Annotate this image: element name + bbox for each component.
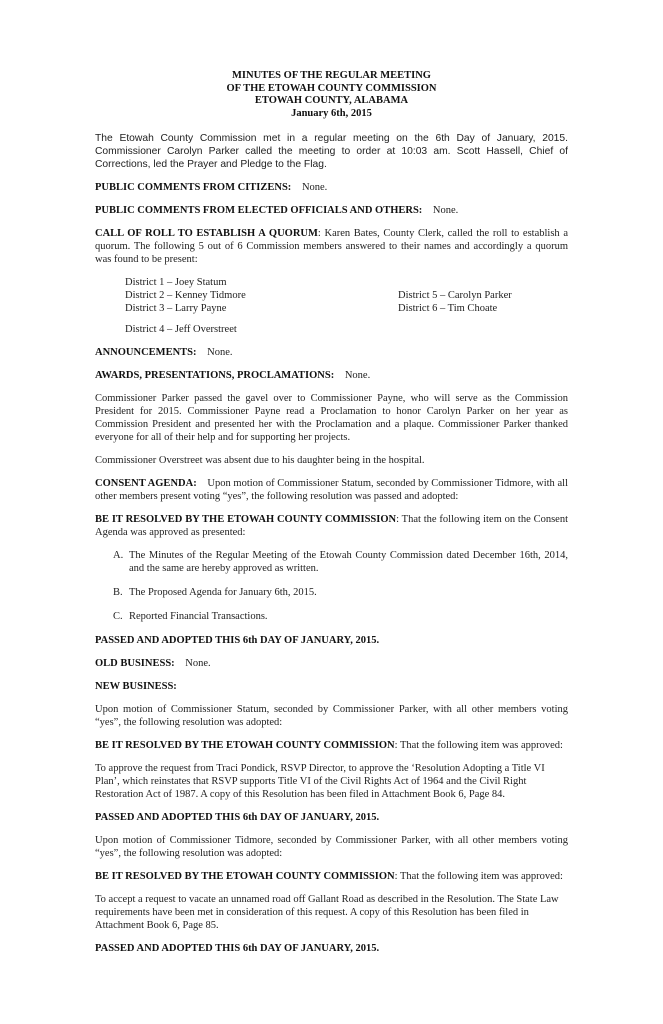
consent-item-text: The Minutes of the Regular Meeting of the Etowah County Commission dated December 16th, 2014, and the same are hereby approved as written.: [129, 550, 568, 574]
gavel-paragraph: Commissioner Parker passed the gavel over to Commissioner Payne, who will serve as the Commission President for 2015. Commissioner Payne read a Proclamation to honor Carolyn Parker on her year as Commission President and presented her with the Proclamation and a plaque. Commissioner Parker thanked everyone for all of their help and for supporting her projects.: [95, 393, 568, 443]
document-title-line-4: January 6th, 2015: [291, 107, 372, 119]
motion-paragraph-2: Upon motion of Commissioner Tidmore, seconded by Commissioner Parker, with all other members voting “yes”, the following resolution was adopted:: [95, 835, 568, 859]
section-awards: [95, 369, 568, 382]
section-label: PUBLIC COMMENTS FROM CITIZENS:: [95, 182, 292, 193]
consent-item-text: Reported Financial Transactions.: [129, 611, 268, 622]
consent-item-letter: B.: [113, 587, 123, 598]
roll-call-entry: District 2 – Kenney Tidmore: [125, 290, 246, 301]
resolved-paragraph-2: [95, 870, 568, 883]
roll-call-row: [125, 302, 568, 315]
section-text: Upon motion of Commissioner Statum, seconded by Commissioner Tidmore, with all other members present voting “yes”, the following resolution was passed and adopted:: [95, 478, 568, 502]
roll-call-entry: District 5 – Carolyn Parker: [398, 290, 512, 301]
section-label: BE IT RESOLVED BY THE ETOWAH COUNTY COMMISSION: [95, 514, 397, 525]
document-title-line-3: ETOWAH COUNTY, ALABAMA: [254, 95, 409, 106]
section-text: : That the following item on the Consent Agenda was approved as presented:: [95, 514, 568, 538]
section-label: CONSENT AGENDA:: [95, 478, 197, 489]
section-label: BE IT RESOLVED BY THE ETOWAH COUNTY COMMISSION: [95, 871, 395, 882]
document-title: [95, 70, 568, 120]
intro-paragraph: The Etowah County Commission met in a regular meeting on the 6th Day of January, 2015. Commissioner Carolyn Parker called the meeting to order at 10:03 am. Scott Hassell, Chief of Corrections, led the Prayer and Pledge to the Flag.: [95, 133, 568, 170]
resolved-consent-paragraph: [95, 513, 568, 539]
section-value: None.: [344, 370, 371, 381]
section-new-business: [95, 680, 568, 693]
section-consent-agenda: [95, 477, 568, 503]
section-announcements: [95, 346, 568, 359]
consent-item: [113, 549, 568, 575]
roll-call-row: [125, 276, 568, 289]
section-label: BE IT RESOLVED BY THE ETOWAH COUNTY COMMISSION: [95, 740, 395, 751]
roll-call-entry: District 4 – Jeff Overstreet: [125, 324, 237, 335]
section-text: : Karen Bates, County Clerk, called the roll to establish a quorum. The following 5 out of 6 Commission members answered to their names and accordingly a quorum was found to be present:: [95, 228, 568, 265]
overstreet-note: Commissioner Overstreet was absent due to his daughter being in the hospital.: [95, 455, 425, 466]
section-value: None.: [185, 658, 211, 669]
roll-call-row: [125, 289, 568, 302]
gallant-road-paragraph: To accept a request to vacate an unnamed road off Gallant Road as described in the Resolution. The State Law requirements have been met in consideration of this request. A copy of this Resolution has been filed in Attachment Book 6, Page 85.: [95, 894, 559, 931]
roll-call-entry: District 6 – Tim Choate: [398, 303, 498, 314]
consent-item-letter: C.: [113, 611, 123, 622]
document-title-line-2: OF THE ETOWAH COUNTY COMMISSION: [226, 82, 437, 94]
consent-item-text: The Proposed Agenda for January 6th, 2015.: [129, 587, 317, 598]
section-old-business: [95, 657, 568, 670]
roll-call-entry: District 1 – Joey Statum: [125, 277, 227, 288]
document-title-line-1: MINUTES OF THE REGULAR MEETING: [232, 70, 431, 81]
section-label: ANNOUNCEMENTS:: [95, 347, 197, 358]
section-label: OLD BUSINESS:: [95, 658, 175, 669]
roll-call-row: [125, 323, 568, 336]
roll-call-table: [125, 276, 568, 336]
section-call-of-roll: [95, 227, 568, 266]
consent-item: [113, 586, 568, 599]
section-text: : That the following item was approved:: [394, 871, 563, 882]
section-public-comments-officials: [95, 204, 568, 217]
roll-call-entry: District 3 – Larry Payne: [125, 303, 227, 314]
resolved-paragraph-1: [95, 739, 568, 752]
section-text: : That the following item was approved:: [394, 740, 563, 751]
consent-item-letter: A.: [113, 550, 124, 561]
roll-call-entry: [398, 276, 568, 289]
passed-adopted-line: PASSED AND ADOPTED THIS 6th DAY OF JANUARY, 2015.: [95, 812, 380, 823]
consent-item: [113, 610, 568, 623]
passed-adopted-line: PASSED AND ADOPTED THIS 6th DAY OF JANUARY, 2015.: [95, 635, 380, 646]
section-label: PUBLIC COMMENTS FROM ELECTED OFFICIALS AND OTHERS:: [95, 205, 423, 216]
section-value: None.: [207, 347, 233, 358]
motion-paragraph-1: Upon motion of Commissioner Statum, seconded by Commissioner Parker, with all other members voting “yes”, the following resolution was adopted:: [95, 704, 568, 728]
section-label: AWARDS, PRESENTATIONS, PROCLAMATIONS:: [95, 370, 335, 381]
section-label: CALL OF ROLL TO ESTABLISH A QUORUM: [95, 228, 318, 239]
section-value: None.: [432, 205, 459, 216]
title-vi-paragraph: To approve the request from Traci Pondick, RSVP Director, to approve the ‘Resolution Adopting a Title VI Plan’, which reinstates that RSVP supports Title VI of the Civil Rights Act of 1964 and the Civil Right Restoration Act of 1987. A copy of this Resolution has been filed in Attachment Book 6, Page 84.: [95, 763, 545, 800]
section-value: None.: [301, 182, 328, 193]
passed-adopted-line: PASSED AND ADOPTED THIS 6th DAY OF JANUARY, 2015.: [95, 943, 380, 954]
section-public-comments-citizens: [95, 181, 568, 194]
section-label: NEW BUSINESS:: [95, 681, 177, 692]
